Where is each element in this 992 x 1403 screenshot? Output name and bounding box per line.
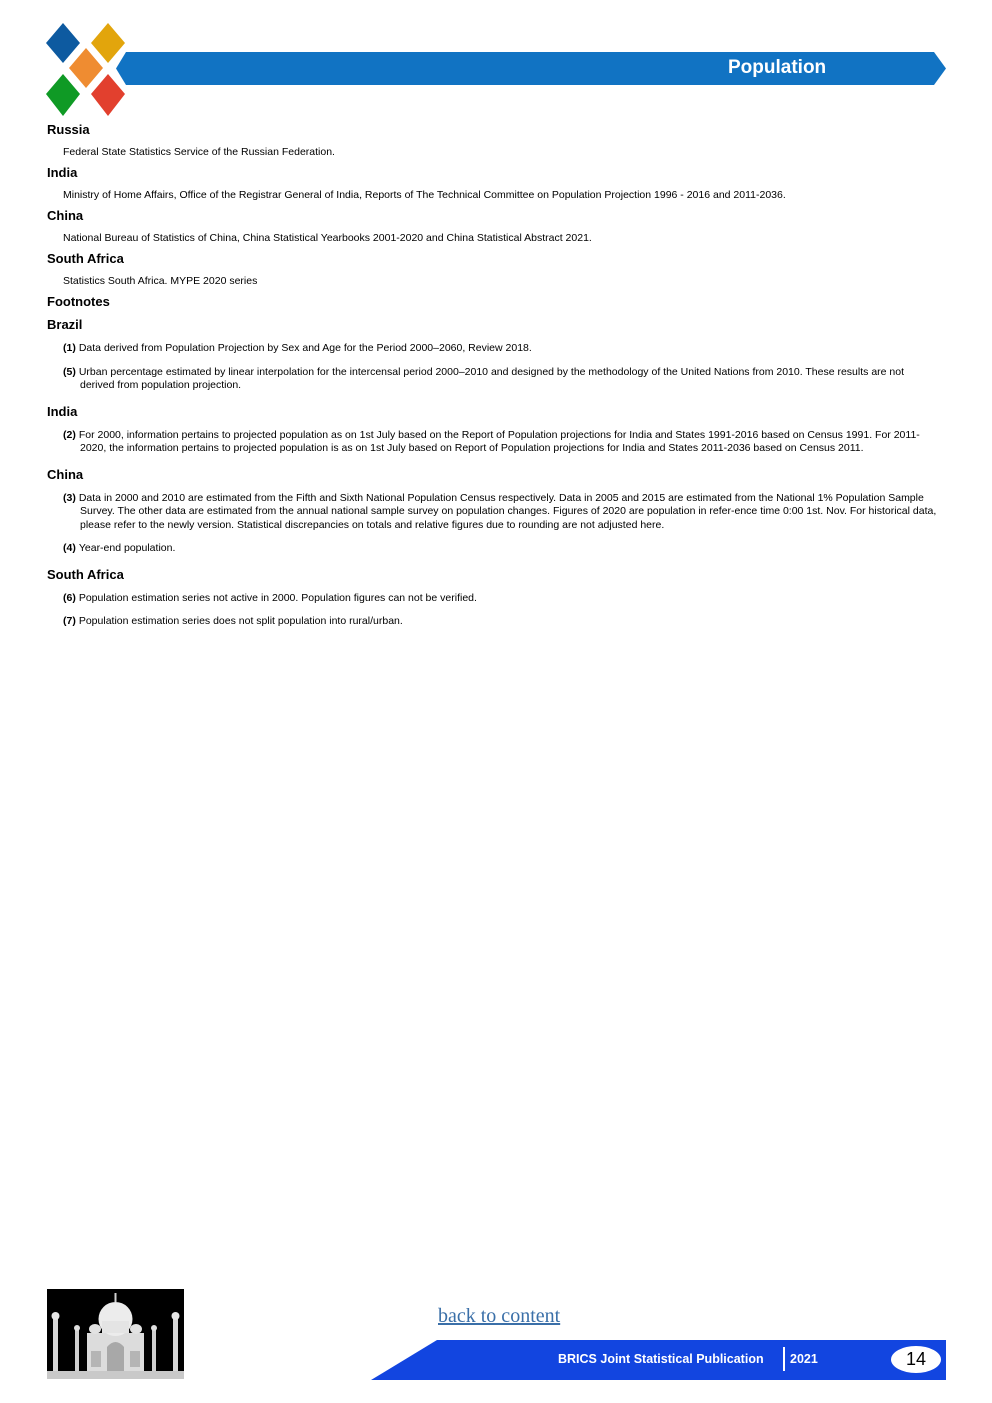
footnote-number: (3) <box>63 491 76 504</box>
footnote-number: (6) <box>63 591 76 604</box>
footnote-item <box>63 366 937 393</box>
footnote-list <box>63 429 937 456</box>
source-text: Ministry of Home Affairs, Office of the Registrar General of India, Reports of The Technical Committee on Population Projection 1996 - 2016 and 2011-2036. <box>63 189 786 201</box>
sources-section <box>47 121 937 288</box>
page-number: 14 <box>905 1349 927 1369</box>
source-text: National Bureau of Statistics of China, China Statistical Yearbooks 2001-2020 and China Statistical Abstract 2021. <box>63 232 592 244</box>
footnote-item <box>63 592 937 606</box>
footnote-text: Year-end population. <box>78 542 176 554</box>
footnote-number: (5) <box>63 365 76 378</box>
brics-logo <box>46 22 126 117</box>
source-country-heading: South Africa <box>47 251 124 266</box>
footnote-text: Data in 2000 and 2010 are estimated from the Fifth and Sixth National Population Census respectively. Data in 2005 and 2015 are estimated from the National 1% Population Sample Survey. The other data are estimated from the annual national sample survey on population changes. Figures of 2020 are population in refer-ence time 0:00 1st. Nov. For historical data, please refer to the newly version. Statistical discrepancies on totals and relative figures due to rounding are not adjusted here. <box>78 491 937 531</box>
footnote-text: Population estimation series does not split population into rural/urban. <box>78 615 403 627</box>
footnote-text: Data derived from Population Projection by Sex and Age for the Period 2000–2060, Review 2018. <box>78 342 532 354</box>
footnote-country-heading: South Africa <box>47 566 124 582</box>
footnote-number: (1) <box>63 342 76 354</box>
footnote-number: (7) <box>63 615 76 627</box>
source-text: Statistics South Africa. MYPE 2020 series <box>63 275 258 287</box>
page-number-badge <box>891 1346 941 1373</box>
footnotes-section <box>47 316 937 629</box>
logo-diamond-orange <box>69 48 103 88</box>
logo-diamond-blue <box>46 23 80 63</box>
footnote-number: (2) <box>63 428 76 441</box>
source-text: Federal State Statistics Service of the Russian Federation. <box>63 146 335 158</box>
footnote-country-heading: Brazil <box>47 317 83 332</box>
back-to-content-link[interactable]: back to content <box>438 1305 561 1327</box>
footnote-list <box>63 342 937 393</box>
footnote-number: (4) <box>63 542 76 554</box>
footnote-text: For 2000, information pertains to projected population as on 1st July based on the Report of Population projections for India and States 1991-2016 based on Census 1991. For 2011-2020, the information pertains to projected population is as on 1st July based on Report of Population projections for India and States 2011-2036 based on Census 2011. <box>78 428 920 454</box>
footnote-item <box>63 542 937 556</box>
source-country-heading: India <box>47 165 78 180</box>
page-title: Population <box>728 57 827 78</box>
footnote-item <box>63 492 937 533</box>
footnotes-heading: Footnotes <box>47 294 110 309</box>
source-country-heading: Russia <box>47 122 90 137</box>
footnote-item <box>63 342 937 356</box>
source-country-heading: China <box>47 208 84 223</box>
footnote-item <box>63 429 937 456</box>
footer-separator <box>783 1347 785 1371</box>
footnote-country-heading: India <box>47 403 78 419</box>
footnote-text: Urban percentage estimated by linear interpolation for the intercensal period 2000–2010 and designed by the methodology of the United Nations from 2010. These results are not derived from population projection. <box>78 365 905 391</box>
footnote-country-heading: China <box>47 466 84 482</box>
footnote-text: Population estimation series not active in 2000. Population figures can not be verified. <box>78 591 477 604</box>
footnote-list <box>63 492 937 556</box>
footnote-item <box>63 615 937 629</box>
footnote-list <box>63 592 937 629</box>
notes-content <box>47 121 937 639</box>
publication-title: BRICS Joint Statistical Publication <box>558 1352 764 1366</box>
logo-diamond-green <box>46 74 80 116</box>
publication-year: 2021 <box>790 1352 818 1366</box>
taj-mahal-image <box>47 1289 184 1379</box>
